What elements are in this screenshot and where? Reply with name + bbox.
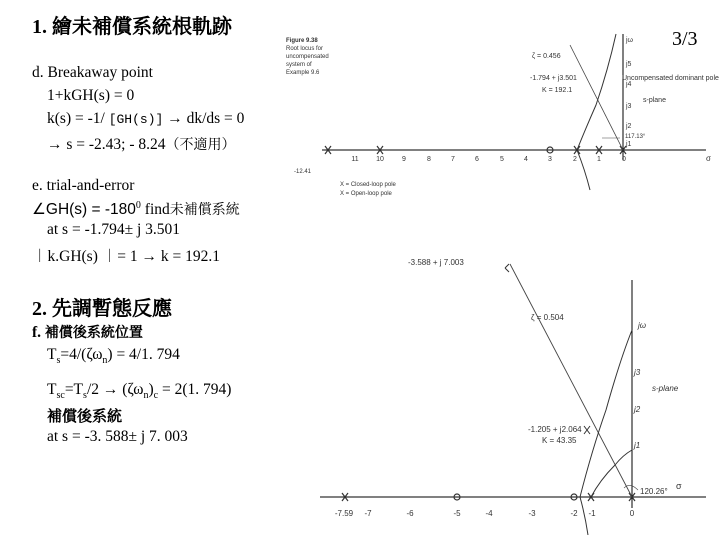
real-tick-label: 11	[351, 156, 359, 163]
figure-caption-line: system of	[286, 62, 312, 68]
real-tick-label: 6	[475, 156, 479, 163]
tsc-value: = 2(1. 794)	[158, 381, 232, 398]
degree-superscript: 0	[135, 199, 141, 211]
k-expression-part: k(s) = -1/	[47, 110, 105, 127]
real-tick-label: 9	[402, 156, 406, 163]
omega-n-subscript-2: n	[143, 390, 149, 402]
real-tick-label: 8	[427, 156, 431, 163]
trial-point: at s = -1.794± j 3.501	[47, 221, 181, 238]
figure-caption-line: uncompensated	[286, 54, 329, 60]
breakaway-values: → s = -2.43; - 8.24	[47, 136, 166, 153]
locus-branch-lower	[580, 497, 588, 535]
gh-term: [GH(s)]	[108, 112, 164, 127]
imag-tick-label: j4	[626, 81, 632, 88]
not-applicable-note: （不適用）	[165, 137, 236, 153]
real-tick-label: 3	[548, 156, 552, 163]
settling-time-eq	[47, 346, 180, 366]
find-word: find	[140, 201, 170, 218]
legend-closed-loop: X = Closed-loop pole	[340, 182, 396, 188]
page-number: 3/3	[672, 28, 698, 50]
real-tick-label: 0	[629, 509, 635, 518]
tsc-symbol: T	[47, 381, 57, 398]
real-tick-label: 2	[573, 156, 577, 163]
closed-loop-pole-marker	[584, 426, 590, 434]
angle-label: 117.13°	[625, 134, 646, 140]
s-plane-label: s-plane	[652, 384, 679, 393]
ts-subscript: s	[56, 355, 61, 367]
real-tick-label: -2	[570, 509, 578, 518]
angle-condition	[32, 199, 240, 219]
char-equation: 1+kGH(s) = 0	[47, 87, 135, 104]
angle-label: 120.26°	[640, 487, 668, 496]
real-tick-label: -5	[453, 509, 461, 518]
compensated-settling-eq	[47, 381, 231, 401]
angle-expression: ∠GH(s) = -180	[32, 201, 136, 218]
gain-label: K = 43.35	[542, 436, 577, 445]
tsc-expr-a: =T	[64, 381, 84, 398]
omega-n-subscript: n	[102, 355, 108, 367]
compensated-system-label: 補償後系統	[47, 407, 123, 425]
real-tick-label: 0	[622, 156, 626, 163]
imag-tick-label: j3	[626, 103, 632, 110]
zeta-line	[510, 264, 632, 497]
angle-arc	[624, 485, 638, 490]
derivative-text: → dk/ds = 0	[167, 110, 245, 127]
tsc-expr-c: )	[148, 381, 154, 398]
real-tick-label: -7.59	[334, 509, 354, 518]
dominant-pole-label: Uncompensated dominant pole	[622, 75, 719, 82]
trial-error-heading: e. trial-and-error	[32, 177, 135, 194]
real-tick-label: -7	[364, 509, 372, 518]
zeta-label: ζ = 0.456	[532, 53, 561, 60]
sigma-label: σ	[706, 154, 711, 163]
operating-point-label: -1.794 + j3.501	[530, 75, 577, 82]
imag-tick-label: j1	[626, 141, 632, 148]
f-label: f.	[32, 324, 42, 341]
compensated-position-label: 補償後系統位置	[44, 325, 143, 341]
root-locus-compensated	[320, 250, 720, 535]
compensated-point: at s = -3. 588± j 7. 003	[47, 428, 188, 445]
sigma-label: σ	[676, 481, 682, 491]
legend-open-loop: X = Open-loop pole	[340, 191, 392, 197]
tsc-subscript: sc	[56, 390, 65, 402]
operating-point-2-label: -1.205 + j2.064	[528, 425, 582, 434]
figure-caption-line: Figure 9.38	[286, 38, 318, 44]
operating-point-label: -3.588 + j 7.003	[408, 258, 464, 267]
breakaway-result	[47, 134, 236, 154]
real-tick-label: 10	[376, 156, 384, 163]
c-subscript: c	[153, 390, 159, 402]
section-2-heading: 2. 先調暫態反應	[32, 298, 172, 320]
closed-loop-pole-marker	[505, 264, 509, 272]
imag-tick-label: j1	[634, 441, 641, 450]
jw-label: jω	[626, 37, 634, 44]
zeta-label: ζ = 0.504	[531, 313, 564, 322]
imag-tick-label: j2	[626, 123, 632, 130]
ts-subscript-2: s	[83, 390, 87, 402]
ts-symbol: T	[47, 346, 57, 363]
gain-label: K = 192.1	[542, 87, 573, 94]
figure-caption-line: Root locus for	[286, 46, 324, 52]
real-tick-label: -6	[406, 509, 414, 518]
real-tick-label: 4	[524, 156, 528, 163]
real-tick-label: 7	[451, 156, 455, 163]
zeta-line	[570, 45, 623, 150]
uncompensated-label: 未補償系統	[169, 202, 240, 218]
root-locus-uncompensated	[280, 30, 720, 208]
real-tick-label: -4	[485, 509, 493, 518]
locus-branch-upper	[577, 34, 616, 150]
locus-branch-lower	[577, 150, 590, 190]
real-tick-label: -1	[588, 509, 596, 518]
s-plane-label: s-plane	[643, 97, 666, 104]
real-tick-label: -3	[528, 509, 536, 518]
k-expression	[47, 110, 244, 128]
real-tick-label: 5	[500, 156, 504, 163]
magnitude-condition: ︱k.GH(s) ︱= 1 → k = 192.1	[32, 248, 220, 265]
imag-tick-label: j5	[626, 61, 632, 68]
ts-expr: =4/(ζω	[60, 346, 103, 363]
ts-value: ) = 4/1. 794	[107, 346, 180, 363]
real-tick-label: 1	[597, 156, 601, 163]
asymptote-label: -12.41	[294, 169, 312, 175]
slide-title: 1. 繪未補償系統根軌跡	[32, 16, 232, 38]
figure-caption-line: Example 9.6	[286, 70, 320, 76]
compensated-position-heading	[32, 322, 143, 342]
breakaway-heading: d. Breakaway point	[32, 64, 153, 81]
tsc-expr-b: /2 → (ζω	[86, 381, 144, 398]
imag-tick-label: j2	[634, 405, 641, 414]
jw-label: jω	[638, 321, 647, 330]
imag-tick-label: j3	[634, 368, 641, 377]
